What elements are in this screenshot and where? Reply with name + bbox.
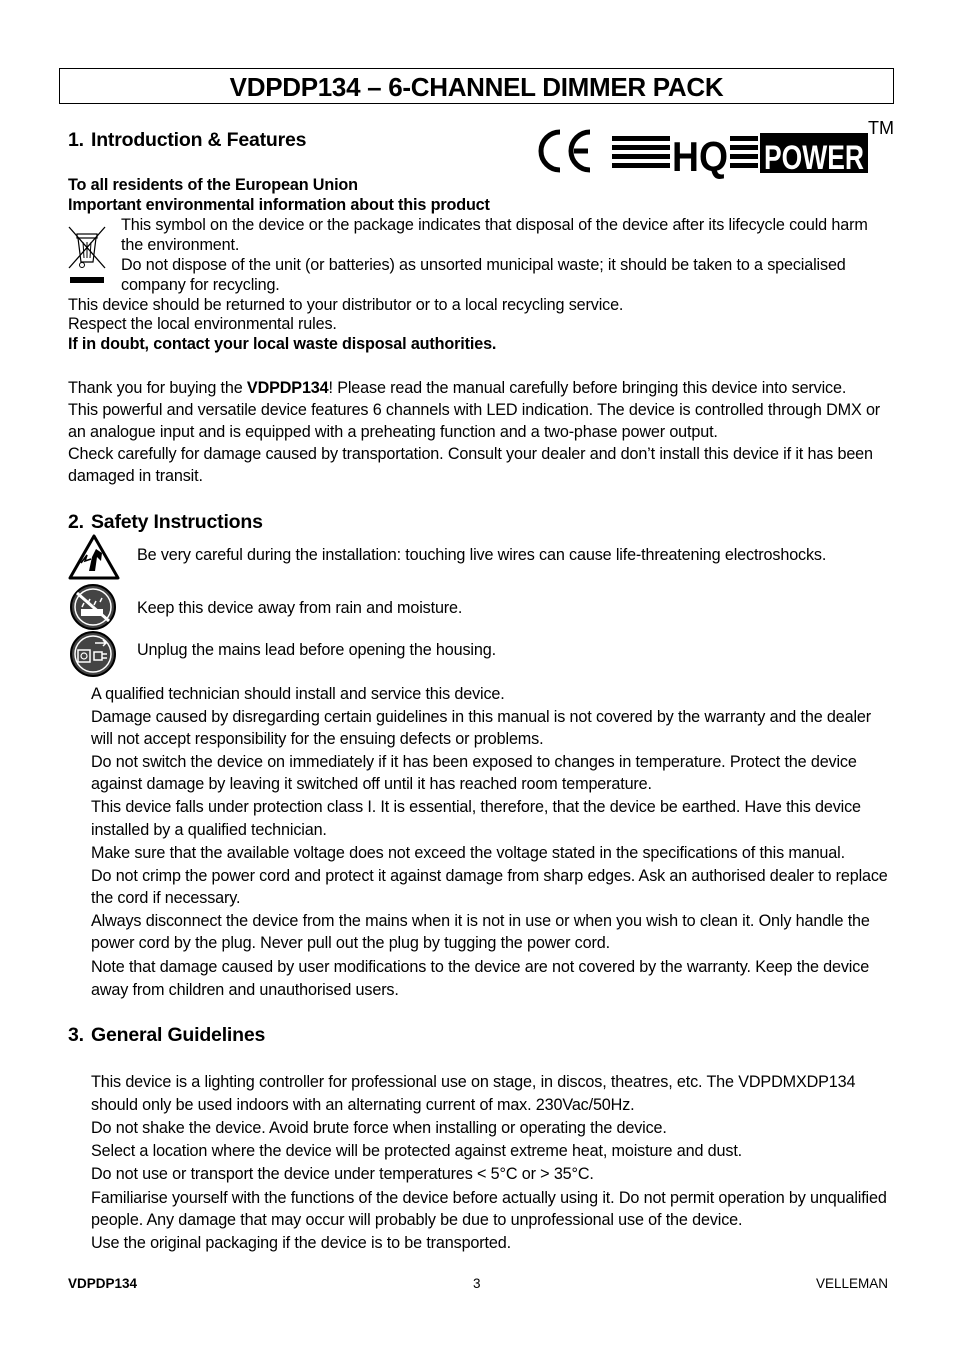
warning-moisture-text: Keep this device away from rain and moisture.	[137, 599, 463, 617]
env-info-heading: Important environmental information about this product	[68, 196, 490, 214]
guideline-line: Familiarise yourself with the functions of the device before actually using it. Do not permit operation by unqualified	[91, 1189, 887, 1207]
guideline-line: people. Any damage that may occur will probably be due to unprofessional use of the device.	[91, 1211, 743, 1229]
weee-line: company for recycling.	[121, 276, 280, 294]
thanks-product: VDPDP134	[246, 379, 329, 397]
warning-unplug-text: Unplug the mains lead before opening the housing.	[137, 641, 496, 659]
ce-hqpower-logo-icon	[530, 118, 900, 182]
intro-line: an analogue input and is equipped with a preheating function and a two-phase power output.	[68, 423, 718, 441]
section-1-number: 1.	[68, 129, 84, 151]
intro-line: damaged in transit.	[68, 467, 203, 485]
thanks-line	[68, 378, 846, 398]
weee-line: This symbol on the device or the package indicates that disposal of the device after its lifecycle could harm	[121, 216, 868, 234]
logo-tm-text: TM	[868, 118, 894, 138]
section-3-number: 3.	[68, 1024, 84, 1046]
safety-line: This device falls under protection class I. It is essential, therefore, that the device be earthed. Have this device	[91, 798, 861, 816]
guideline-line: Select a location where the device will be protected against extreme heat, moisture and dust.	[91, 1142, 743, 1160]
section-2-heading: Safety Instructions	[91, 511, 263, 533]
doubt-line: If in doubt, contact your local waste disposal authorities.	[68, 335, 497, 353]
safety-line: the cord if necessary.	[91, 889, 241, 907]
electric-shock-warning-icon	[67, 533, 121, 581]
eu-heading: To all residents of the European Union	[68, 176, 358, 194]
guideline-line: This device is a lighting controller for professional use on stage, in discos, theatres, etc. The VDPDMXDP134	[91, 1073, 856, 1091]
guideline-line: Do not use or transport the device under temperatures < 5°C or > 35°C.	[91, 1165, 594, 1183]
safety-line: Do not crimp the power cord and protect it against damage from sharp edges. Ask an authorised dealer to replace	[91, 867, 888, 885]
section-3-heading: General Guidelines	[91, 1024, 266, 1046]
safety-line: against damage by leaving it switched off until it has reached room temperature.	[91, 775, 652, 793]
section-2-number: 2.	[68, 511, 84, 533]
safety-line: Make sure that the available voltage does not exceed the voltage stated in the specifications of this manual.	[91, 844, 845, 862]
unplug-icon	[68, 630, 118, 678]
safety-line: Do not switch the device on immediately if it has been exposed to changes in temperature. Protect the device	[91, 753, 857, 771]
safety-line: Damage caused by disregarding certain guidelines in this manual is not covered by the warranty and the dealer	[91, 708, 871, 726]
thanks-post: ! Please read the manual carefully before bringing this device into service.	[328, 379, 847, 397]
weee-line: the environment.	[121, 236, 240, 254]
safety-line: A qualified technician should install and service this device.	[91, 685, 505, 703]
safety-line: away from children and unauthorised users.	[91, 981, 399, 999]
no-rain-icon	[68, 583, 118, 631]
logo-power-text: POWER	[764, 139, 864, 177]
thanks-pre: Thank you for buying the	[68, 379, 247, 397]
logo-hq-text: HQ	[672, 133, 728, 180]
respect-line: Respect the local environmental rules.	[68, 315, 337, 333]
guideline-line: Do not shake the device. Avoid brute force when installing or operating the device.	[91, 1119, 667, 1137]
safety-line: installed by a qualified technician.	[91, 821, 327, 839]
footer-brand: VELLEMAN	[816, 1276, 889, 1291]
footer-model: VDPDP134	[68, 1276, 138, 1291]
safety-line: Note that damage caused by user modifications to the device are not covered by the warranty. Keep the device	[91, 958, 870, 976]
safety-line: Always disconnect the device from the mains when it is not in use or when you wish to clean it. Only handle the	[91, 912, 870, 930]
intro-line: Check carefully for damage caused by transportation. Consult your dealer and don’t install this device if it has been	[68, 445, 873, 463]
crossed-bin-icon	[66, 222, 108, 284]
safety-line: will not accept responsibility for the ensuing defects or problems.	[91, 730, 544, 748]
guideline-line: Use the original packaging if the device is to be transported.	[91, 1234, 511, 1252]
footer-page-number: 3	[473, 1276, 481, 1291]
return-line: This device should be returned to your distributor or to a local recycling service.	[68, 296, 624, 314]
warning-electroshock-text: Be very careful during the installation: touching live wires can cause life-threatening electroshocks.	[137, 546, 827, 564]
intro-line: This powerful and versatile device features 6 channels with LED indication. The device is controlled through DMX or	[68, 401, 881, 419]
brand-logo	[530, 118, 900, 182]
page-title: VDPDP134 – 6-CHANNEL DIMMER PACK	[59, 68, 894, 104]
weee-line: Do not dispose of the unit (or batteries) as unsorted municipal waste; it should be taken to a specialised	[121, 256, 846, 274]
guideline-line: should only be used indoors with an alternating current of max. 230Vac/50Hz.	[91, 1096, 635, 1114]
section-1-heading: Introduction & Features	[91, 129, 307, 151]
safety-line: power cord by the plug. Never pull out the plug by tugging the power cord.	[91, 934, 610, 952]
